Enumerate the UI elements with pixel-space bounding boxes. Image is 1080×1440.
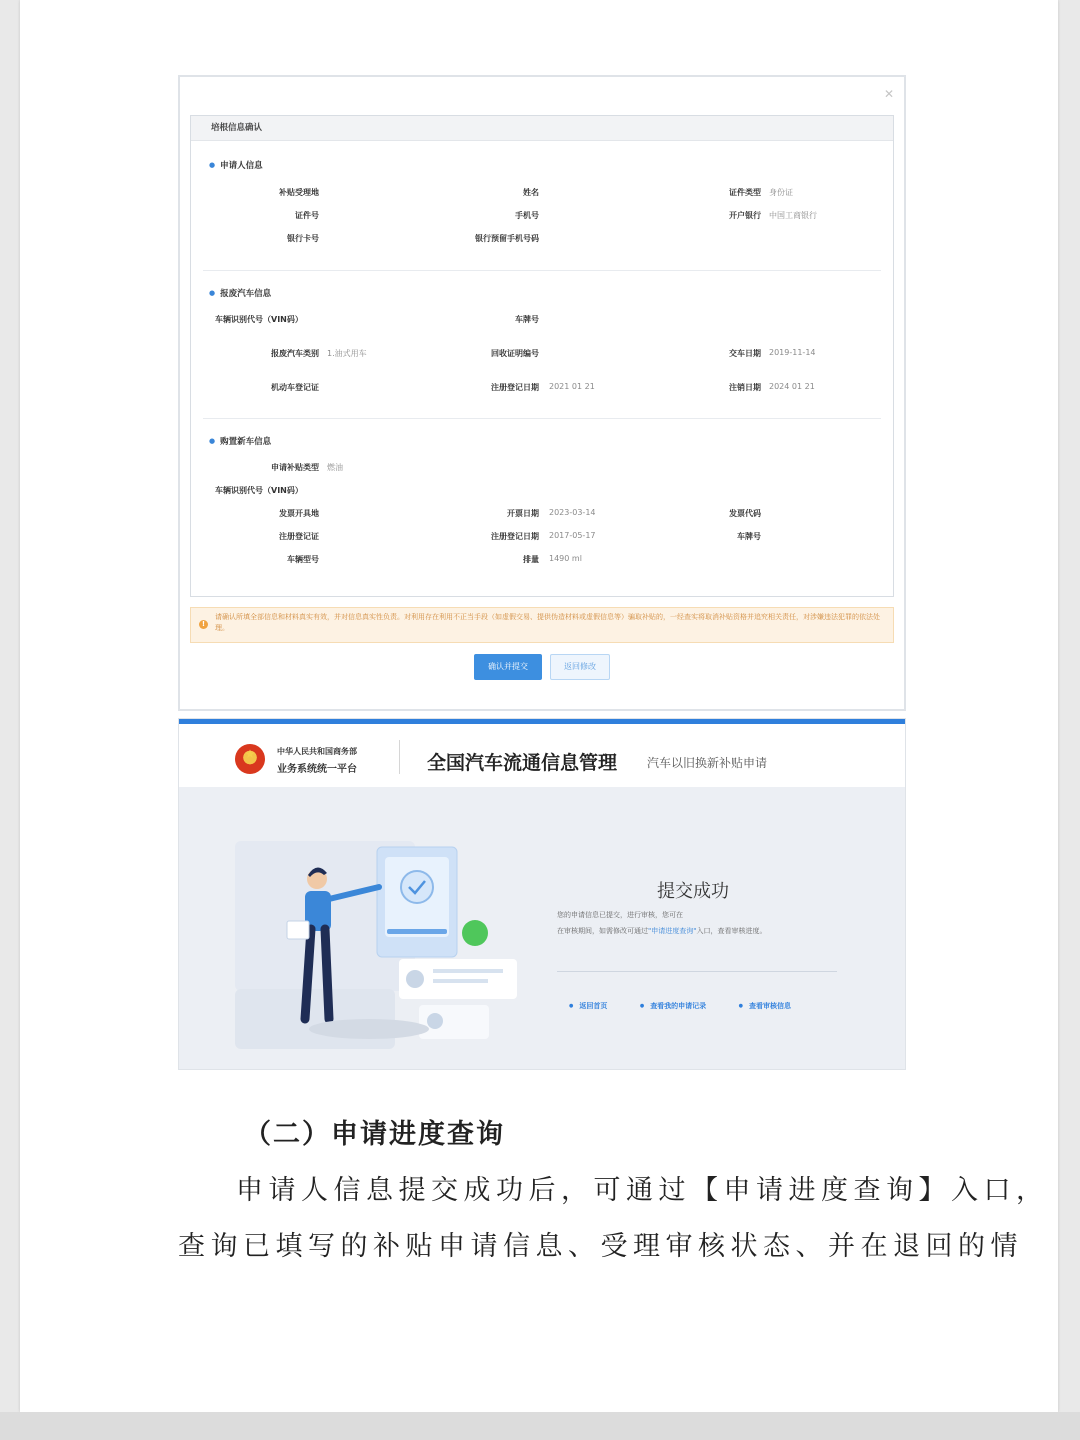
system-title: 全国汽车流通信息管理 bbox=[427, 752, 618, 774]
platform-name: 业务系统统一平台 bbox=[277, 764, 357, 775]
value-cancel-date: 2024 01 21 bbox=[769, 382, 815, 391]
label-phone: 手机号 bbox=[515, 211, 539, 220]
success-message bbox=[557, 907, 837, 939]
warning-text: 请确认所填全部信息和材料真实有效，并对信息真实性负责。对利用存在利用不正当手段（如虚假交易、提供伪造材料或虚假信息等）骗取补贴的，一经查实将取消补贴资格并追究相关责任，对涉嫌违法犯罪的依法处理。 bbox=[215, 613, 880, 632]
warning-icon: ! bbox=[199, 620, 208, 629]
viewer-bottom-band bbox=[0, 1412, 1080, 1440]
avatar-icon bbox=[427, 1013, 443, 1029]
link-home[interactable]: ● 返回首页 bbox=[569, 1002, 607, 1010]
success-message-line2: 在审核期间，如需修改可通过 bbox=[557, 927, 648, 935]
header-separator bbox=[399, 740, 400, 774]
label-name: 姓名 bbox=[523, 188, 539, 197]
section-title-applicant: ● 申请人信息 bbox=[209, 159, 263, 171]
background-card bbox=[235, 989, 395, 1049]
held-card bbox=[287, 921, 309, 939]
person-leg bbox=[305, 929, 311, 1019]
profile-line bbox=[433, 979, 488, 983]
label-reg-date: 注册登记日期 bbox=[491, 383, 539, 392]
label-cancel-date: 注销日期 bbox=[729, 383, 761, 392]
label-bank: 开户银行 bbox=[729, 211, 761, 220]
value-id-type: 身份证 bbox=[769, 188, 793, 197]
success-title: 提交成功 bbox=[657, 881, 729, 902]
label-handover-date: 交车日期 bbox=[729, 349, 761, 358]
label-scrapped-plate: 车牌号 bbox=[515, 315, 539, 324]
profile-line bbox=[433, 969, 503, 973]
label-new-reg-certificate: 注册登记证 bbox=[279, 532, 319, 541]
value-reg-date: 2021 01 21 bbox=[549, 382, 595, 391]
info-confirm-modal bbox=[178, 75, 906, 711]
label-car-model: 车辆型号 bbox=[287, 555, 319, 564]
label-reg-certificate: 机动车登记证 bbox=[271, 383, 319, 392]
value-invoice-date: 2023-03-14 bbox=[549, 508, 596, 517]
success-links bbox=[569, 1001, 821, 1011]
label-new-vin: 车辆识别代号（VIN码） bbox=[215, 486, 303, 495]
success-illustration bbox=[229, 829, 549, 1059]
section-heading: （二）申请进度查询 bbox=[244, 1119, 505, 1150]
label-displacement: 排量 bbox=[523, 555, 539, 564]
label-subsidy-type: 申请补贴类型 bbox=[271, 463, 319, 472]
progress-query-link[interactable]: "申请进度查询" bbox=[648, 927, 697, 935]
label-invoice-date: 开票日期 bbox=[507, 509, 539, 518]
check-circle-icon bbox=[401, 871, 433, 903]
value-scrapped-type: 1.油式用车 bbox=[327, 349, 367, 358]
value-displacement: 1490 ml bbox=[549, 554, 582, 563]
label-scrapped-type: 报废汽车类别 bbox=[271, 349, 319, 358]
floor-shadow bbox=[309, 1019, 429, 1039]
label-bank-phone: 银行预留手机号码 bbox=[475, 234, 539, 243]
section-title-scrapped-car: ● 报废汽车信息 bbox=[209, 287, 271, 299]
progress-bar bbox=[387, 929, 447, 934]
value-bank: 中国工商银行 bbox=[769, 211, 817, 220]
label-new-reg-date: 注册登记日期 bbox=[491, 532, 539, 541]
label-recycle-certificate: 回收证明编号 bbox=[491, 349, 539, 358]
section-title-new-car: ● 购置新车信息 bbox=[209, 435, 271, 447]
person-leg bbox=[325, 929, 329, 1019]
national-emblem-icon bbox=[235, 744, 265, 774]
system-subtitle: 汽车以旧换新补贴申请 bbox=[647, 756, 768, 770]
label-new-plate: 车牌号 bbox=[737, 532, 761, 541]
paragraph-line-1: 申请人信息提交成功后，可通过【申请进度查询】入口， bbox=[236, 1175, 1049, 1206]
label-invoice-issuer: 发票开具地 bbox=[279, 509, 319, 518]
ministry-name: 中华人民共和国商务部 bbox=[277, 747, 357, 756]
submit-success-screen bbox=[178, 718, 906, 1070]
section-divider bbox=[203, 418, 881, 419]
success-message-line3: 入口，查看审核进度。 bbox=[696, 927, 767, 935]
value-subsidy-type: 燃油 bbox=[327, 463, 343, 472]
section-divider bbox=[203, 270, 881, 271]
green-orb-icon bbox=[462, 920, 488, 946]
avatar-icon bbox=[406, 970, 424, 988]
label-subsidy-handler: 补贴受理地 bbox=[279, 188, 319, 197]
paragraph-line-2: 查询已填写的补贴申请信息、受理审核状态、并在退回的情 bbox=[178, 1231, 1023, 1262]
back-edit-button[interactable]: 返回修改 bbox=[550, 654, 610, 680]
site-header bbox=[179, 724, 905, 787]
success-divider bbox=[557, 971, 837, 972]
label-id-number: 证件号 bbox=[295, 211, 319, 220]
warning-notice bbox=[190, 607, 894, 643]
close-icon[interactable]: ✕ bbox=[883, 87, 894, 101]
success-message-line1: 您的申请信息已提交，进行审核，您可在 bbox=[557, 911, 683, 919]
confirm-submit-button[interactable]: 确认并提交 bbox=[474, 654, 542, 680]
info-panel bbox=[190, 115, 894, 597]
label-invoice-code: 发票代码 bbox=[729, 509, 761, 518]
link-my-applications[interactable]: ● 查看我的申请记录 bbox=[640, 1002, 706, 1010]
label-id-type: 证件类型 bbox=[729, 188, 761, 197]
panel-header-title: 培根信息确认 bbox=[191, 116, 893, 141]
link-review-info[interactable]: ● 查看审核信息 bbox=[739, 1002, 791, 1010]
label-scrapped-vin: 车辆识别代号（VIN码） bbox=[215, 315, 303, 324]
value-new-reg-date: 2017-05-17 bbox=[549, 531, 596, 540]
label-bank-card: 银行卡号 bbox=[287, 234, 319, 243]
value-handover-date: 2019-11-14 bbox=[769, 348, 816, 357]
